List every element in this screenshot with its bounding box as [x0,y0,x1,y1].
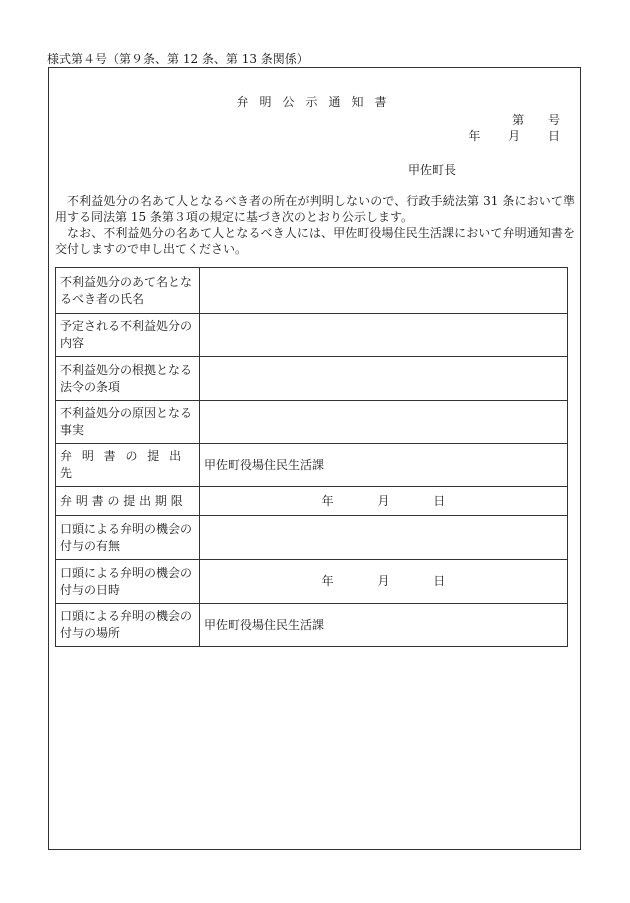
row-cause-facts [56,401,568,444]
row-label: 弁 明 書 の 提 出 期 限 [56,487,200,516]
document-date: 年 月 日 [468,129,560,143]
row-value: 甲佐町役場住民生活課 [200,444,568,487]
row-oral-hearing-datetime [56,560,568,604]
row-value [200,516,568,560]
row-oral-hearing-location [56,604,568,647]
document-number: 第 号 [512,113,560,127]
notice-fields-table [55,267,568,647]
row-value [200,357,568,401]
row-oral-hearing-availability [56,516,568,560]
row-disposition-content [56,314,568,357]
notice-paragraph-2: なお、不利益処分の名あて人となるべき人には、甲佐町役場住民生活課において弁明通知書を交付しますので申し出てください。 [55,226,575,256]
notice-body [55,193,575,257]
row-value [200,401,568,444]
row-submission-deadline [56,487,568,516]
row-submission-destination [56,444,568,487]
row-label: 不利益処分の根拠となる法令の条項 [56,357,200,401]
row-label: 口頭による弁明の機会の付与の場所 [56,604,200,647]
row-value [200,314,568,357]
row-value: 甲佐町役場住民生活課 [200,604,568,647]
row-recipient-name [56,268,568,314]
issuer-name: 甲佐町長 [407,163,456,177]
row-legal-basis [56,357,568,401]
document-title: 弁明公示通知書 [236,95,398,109]
row-label: 弁 明 書 の 提 出 先 [56,444,200,487]
row-label: 予定される不利益処分の内容 [56,314,200,357]
form-number-header: 様式第４号（第９条、第 12 条、第 13 条関係） [47,52,309,66]
row-value [200,268,568,314]
row-label: 口頭による弁明の機会の付与の日時 [56,560,200,604]
row-label: 不利益処分の原因となる事実 [56,401,200,444]
row-value: 年 月 日 [200,560,568,604]
row-label: 不利益処分のあて名となるべき者の氏名 [56,268,200,314]
row-label: 口頭による弁明の機会の付与の有無 [56,516,200,560]
notice-paragraph-1: 不利益処分の名あて人となるべき者の所在が判明しないので、行政手続法第 31 条において準用する同法第 15 条第３項の規定に基づき次のとおり公示します。 [55,194,575,224]
row-value: 年 月 日 [200,487,568,516]
